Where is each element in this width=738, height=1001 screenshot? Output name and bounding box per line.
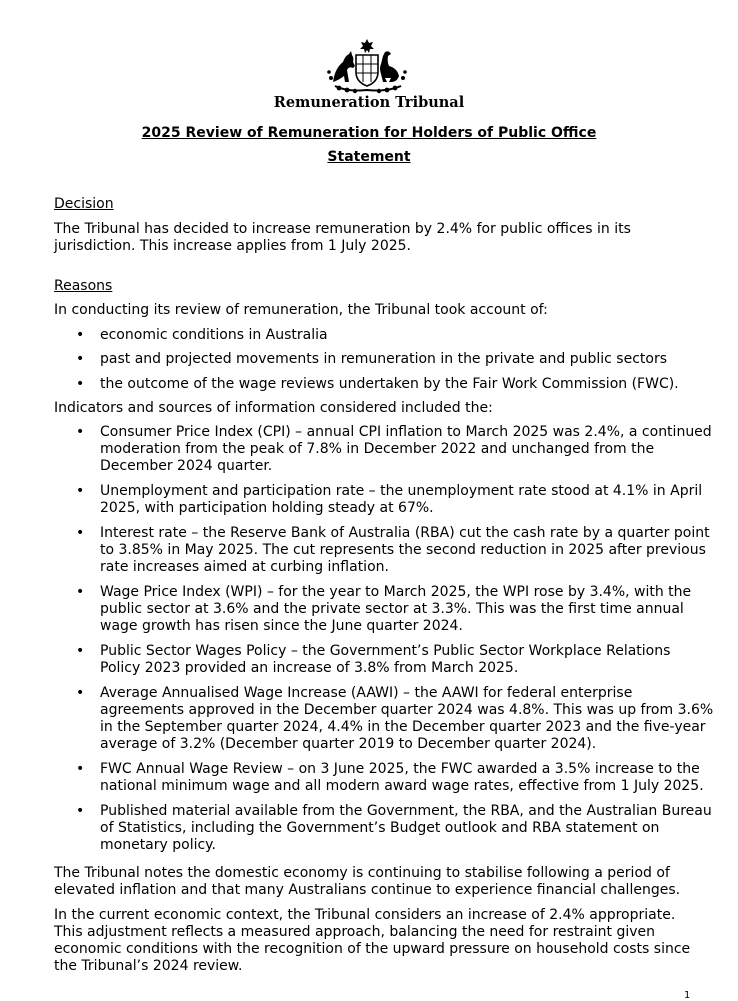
tribunal-conclusion: In the current economic context, the Tribunal considers an increase of 2.4% appropriate. This adjustment reflects a measured approach, balancing the need for restraint given economic conditions with the recognition of the upward pressure on household costs since the Tribunal’s 2024 review. <box>54 907 691 974</box>
list-item: • economic conditions in Australia <box>54 327 714 344</box>
coat-of-arms-icon <box>325 38 409 94</box>
document-title: 2025 Review of Remuneration for Holders of Public Office <box>141 125 597 141</box>
list-item: • Unemployment and participation rate – the unemployment rate stood at 4.1% in April 2025, with participation holding steady at 67%. <box>54 483 714 517</box>
list-item: • FWC Annual Wage Review – on 3 June 2025, the FWC awarded a 3.5% increase to the national minimum wage and all modern award wage rates, effective from 1 July 2025. <box>54 761 714 795</box>
reasons-heading: Reasons <box>54 278 113 294</box>
list-item: • Public Sector Wages Policy – the Government’s Public Sector Workplace Relations Policy 2023 provided an increase of 3.8% from March 2025. <box>54 643 714 677</box>
organisation-name: Remuneration Tribunal <box>273 94 465 111</box>
list-item: • Consumer Price Index (CPI) – annual CPI inflation to March 2025 was 2.4%, a continued moderation from the peak of 7.8% in December 2022 and unchanged from the December 2024 quarter. <box>54 424 714 475</box>
decision-heading: Decision <box>54 196 114 212</box>
list-item: • Interest rate – the Reserve Bank of Australia (RBA) cut the cash rate by a quarter point to 3.85% in May 2025. The cut represents the second reduction in 2025 after previous rate increases aimed at curbing inflation. <box>54 525 714 576</box>
decision-text: The Tribunal has decided to increase remuneration by 2.4% for public offices in its jurisdiction. This increase applies from 1 July 2025. <box>54 221 631 254</box>
considerations-list <box>54 327 714 400</box>
list-item: • the outcome of the wage reviews undertaken by the Fair Work Commission (FWC). <box>54 376 714 393</box>
reasons-intro: In conducting its review of remuneration, the Tribunal took account of: <box>54 302 548 318</box>
list-item: • Published material available from the Government, the RBA, and the Australian Bureau of Statistics, including the Government’s Budget outlook and RBA statement on monetary policy. <box>54 803 714 854</box>
list-item: • past and projected movements in remuneration in the private and public sectors <box>54 351 714 368</box>
list-item: • Average Annualised Wage Increase (AAWI) – the AAWI for federal enterprise agreements approved in the December quarter 2024 was 4.8%. This was up from 3.6% in the September quarter 2024, 4.4% in the December quarter 2023 and the five-year average of 3.2% (December quarter 2019 to December quarter 2024). <box>54 685 714 753</box>
list-item: • Wage Price Index (WPI) – for the year to March 2025, the WPI rose by 3.4%, with the public sector at 3.6% and the private sector at 3.3%. This was the first time annual wage growth has risen since the June quarter 2024. <box>54 584 714 635</box>
tribunal-note: The Tribunal notes the domestic economy is continuing to stabilise following a period of elevated inflation and that many Australians continue to experience financial challenges. <box>54 865 681 898</box>
indicators-intro: Indicators and sources of information considered included the: <box>54 400 493 416</box>
page-number: 1 <box>684 990 691 1001</box>
indicators-list <box>54 424 714 862</box>
document-subtitle: Statement <box>327 149 411 165</box>
